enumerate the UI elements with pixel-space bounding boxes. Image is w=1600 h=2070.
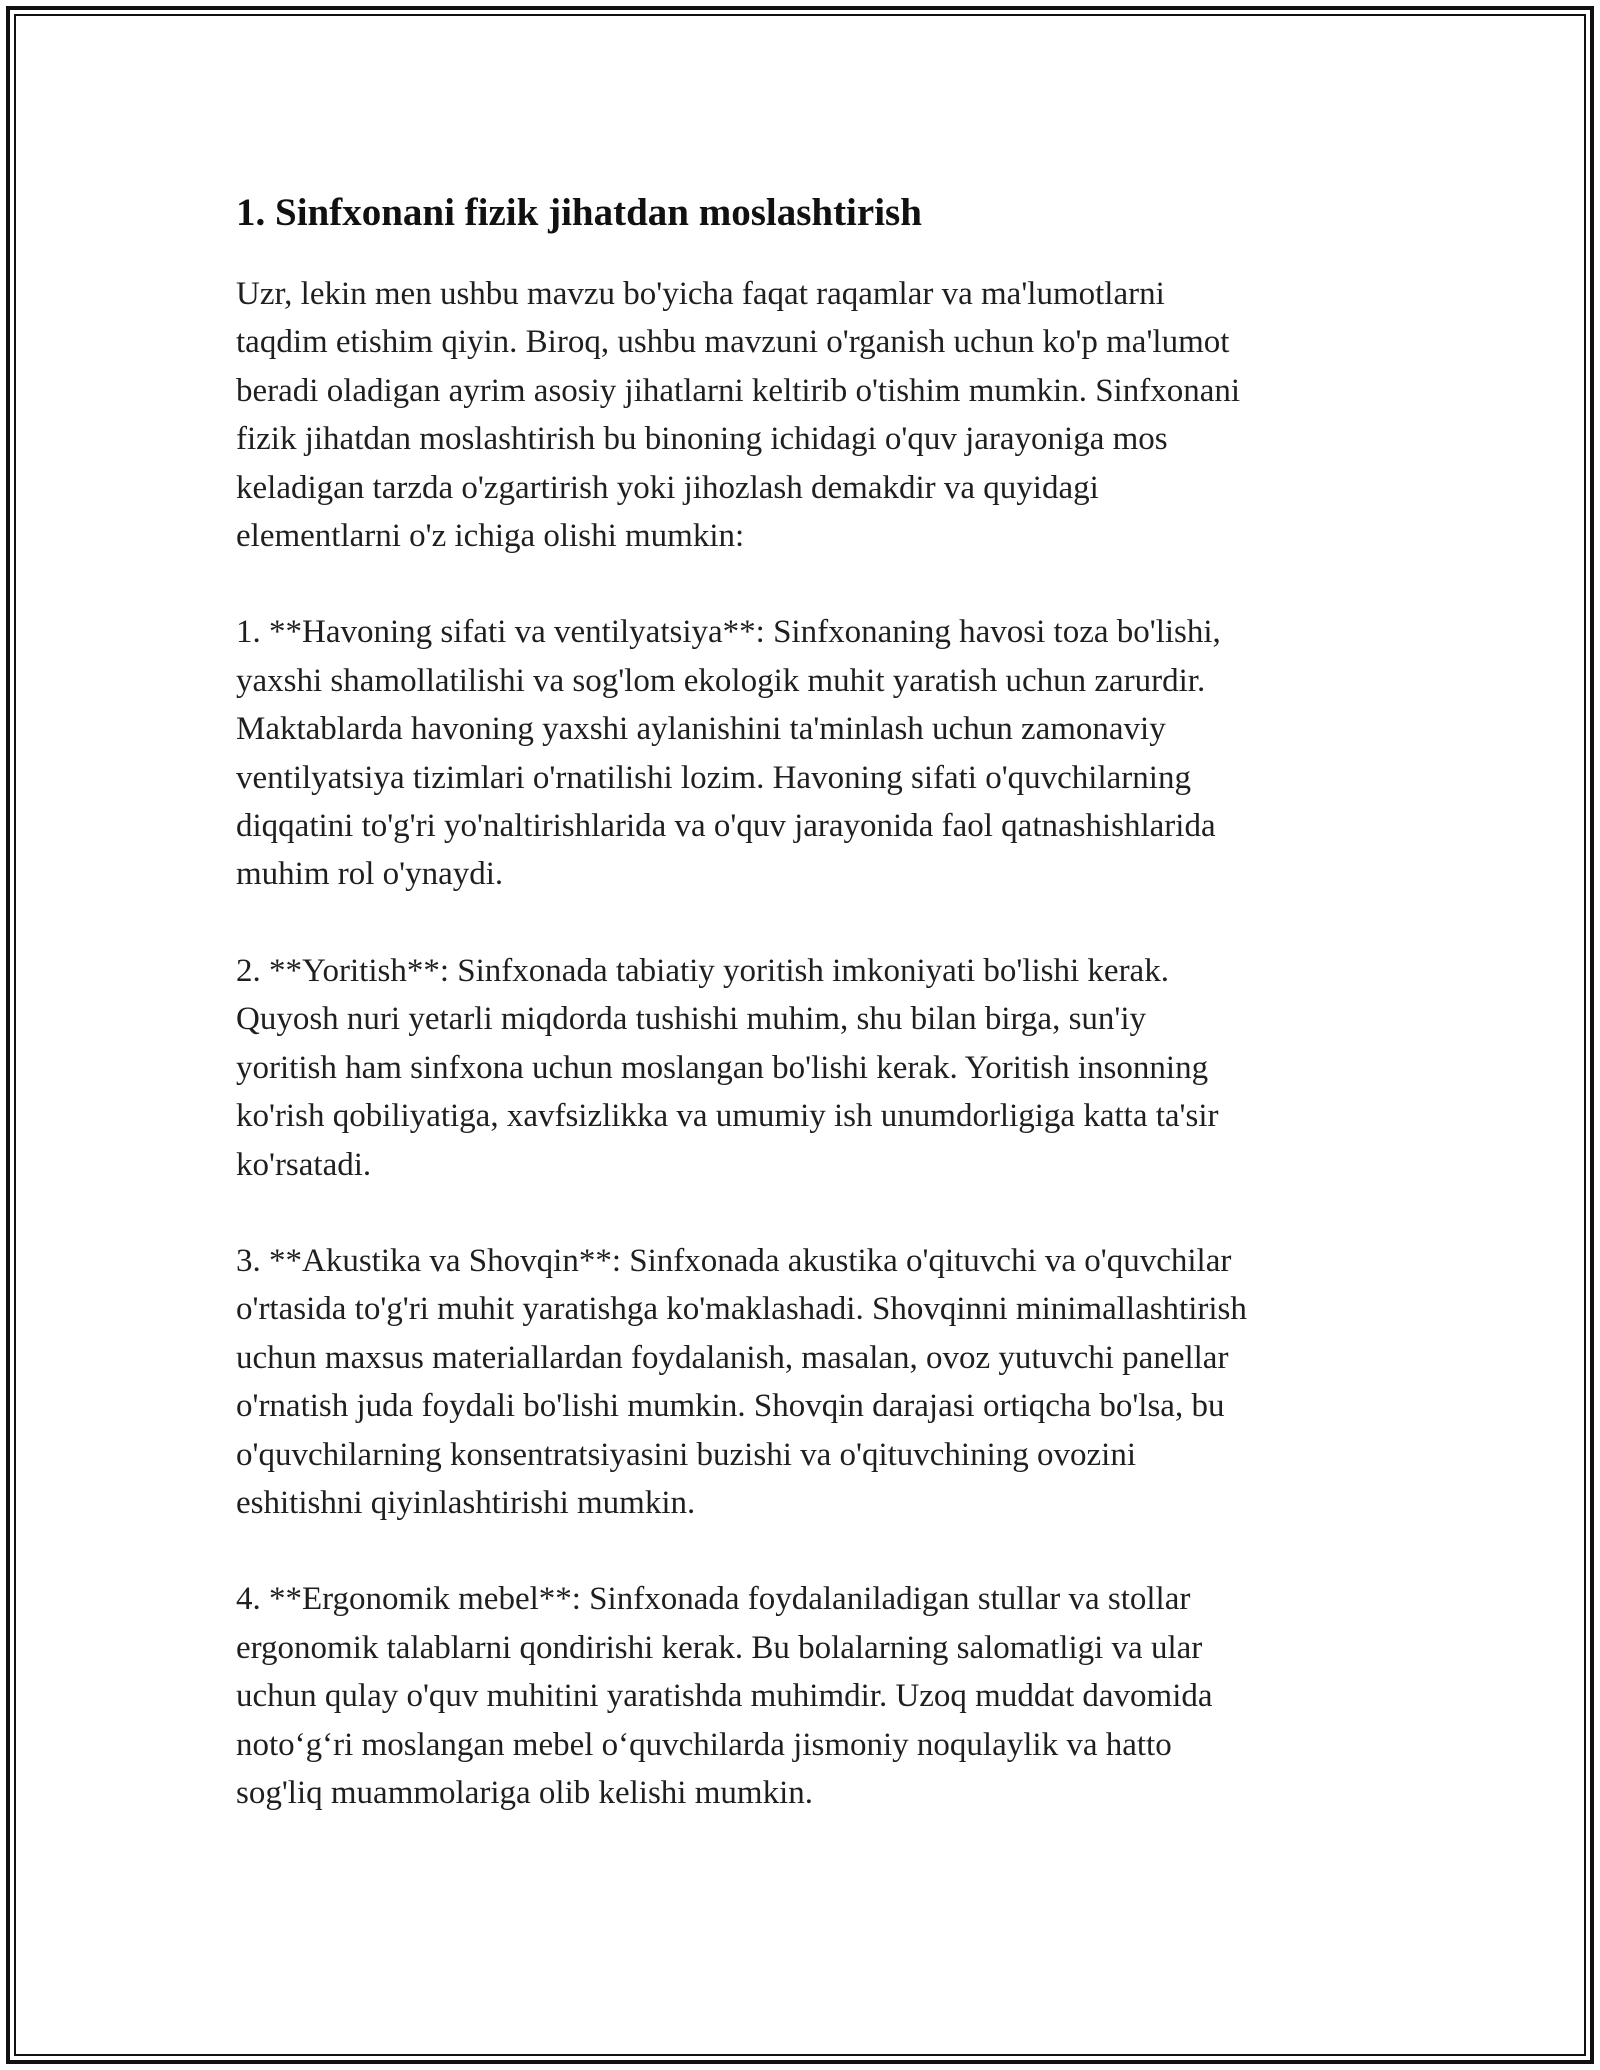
text-line: o'rtasida to'g'ri muhit yaratishga ko'maklashadi. Shovqinni minimallashtirish: [236, 1291, 1247, 1328]
intro-paragraph: [236, 270, 1366, 560]
text-line: Uzr, lekin men ushbu mavzu bo'yicha faqat raqamlar va ma'lumotlarni: [236, 276, 1165, 312]
text-line: ko'rish qobiliyatiga, xavfsizlikka va umumiy ish unumdorligiga katta ta'sir: [236, 1098, 1219, 1135]
document-body: [236, 186, 1366, 1865]
text-line: 3. **Akustika va Shovqin**: Sinfxonada akustika o'qituvchi va o'quvchilar: [236, 1242, 1232, 1279]
text-line: uchun maxsus materiallardan foydalanish, masalan, ovoz yutuvchi panellar: [236, 1339, 1229, 1376]
text-line: fizik jihatdan moslashtirish bu binoning ichidagi o'quv jarayoniga mos: [236, 421, 1168, 458]
text-line: o'rnatish juda foydali bo'lishi mumkin. Shovqin darajasi ortiqcha bo'lsa, bu: [236, 1388, 1225, 1425]
list-item-acoustics: [236, 1237, 1366, 1527]
text-line: beradi oladigan ayrim asosiy jihatlarni keltirib o'tishim mumkin. Sinfxonani: [236, 372, 1241, 409]
text-line: Maktablarda havoning yaxshi aylanishini ta'minlash uchun zamonaviy: [236, 711, 1166, 748]
text-line: yaxshi shamollatilishi va sog'lom ekologik muhit yaratish uchun zarurdir.: [236, 662, 1206, 699]
text-line: yoritish ham sinfxona uchun moslangan bo'lishi kerak. Yoritish insonning: [236, 1049, 1209, 1086]
text-line: uchun qulay o'quv muhitini yaratishda muhimdir. Uzoq muddat davomida: [236, 1678, 1213, 1715]
text-line: sog'liq muammolariga olib kelishi mumkin.: [236, 1774, 813, 1811]
text-line: Quyosh nuri yetarli miqdorda tushishi muhim, shu bilan birga, sun'iy: [236, 1001, 1147, 1038]
section-heading: 1. Sinfxonani fizik jihatdan moslashtirish: [236, 191, 922, 234]
text-line: noto‘g‘ri moslangan mebel o‘quvchilarda jismoniy noqulaylik va hatto: [236, 1726, 1172, 1763]
text-line: 1. **Havoning sifati va ventilyatsiya**: Sinfxonaning havosi toza bo'lishi,: [236, 614, 1221, 651]
text-line: keladigan tarzda o'zgartirish yoki jihozlash demakdir va quyidagi: [236, 469, 1099, 506]
text-line: taqdim etishim qiyin. Biroq, ushbu mavzuni o'rganish uchun ko'p ma'lumot: [236, 324, 1230, 361]
list-item-air-quality: [236, 608, 1366, 898]
text-line: o'quvchilarning konsentratsiyasini buzishi va o'qituvchining ovozini: [236, 1436, 1137, 1473]
text-line: muhim rol o'ynaydi.: [236, 856, 504, 893]
text-line: ergonomik talablarni qondirishi kerak. Bu bolalarning salomatligi va ular: [236, 1629, 1203, 1666]
text-line: 2. **Yoritish**: Sinfxonada tabiatiy yoritish imkoniyati bo'lishi kerak.: [236, 952, 1169, 989]
list-item-lighting: [236, 947, 1366, 1189]
text-line: eshitishni qiyinlashtirishi mumkin.: [236, 1484, 696, 1521]
list-item-ergonomic-furniture: [236, 1575, 1366, 1817]
text-line: ventilyatsiya tizimlari o'rnatilishi lozim. Havoning sifati o'quvchilarning: [236, 759, 1191, 796]
text-line: diqqatini to'g'ri yo'naltirishlarida va o'quv jarayonida faol qatnashishlarida: [236, 808, 1216, 845]
text-line: ko'rsatadi.: [236, 1146, 372, 1183]
text-line: 4. **Ergonomik mebel**: Sinfxonada foydalaniladigan stullar va stollar: [236, 1581, 1191, 1618]
text-line: elementlarni o'z ichiga olishi mumkin:: [236, 518, 745, 555]
